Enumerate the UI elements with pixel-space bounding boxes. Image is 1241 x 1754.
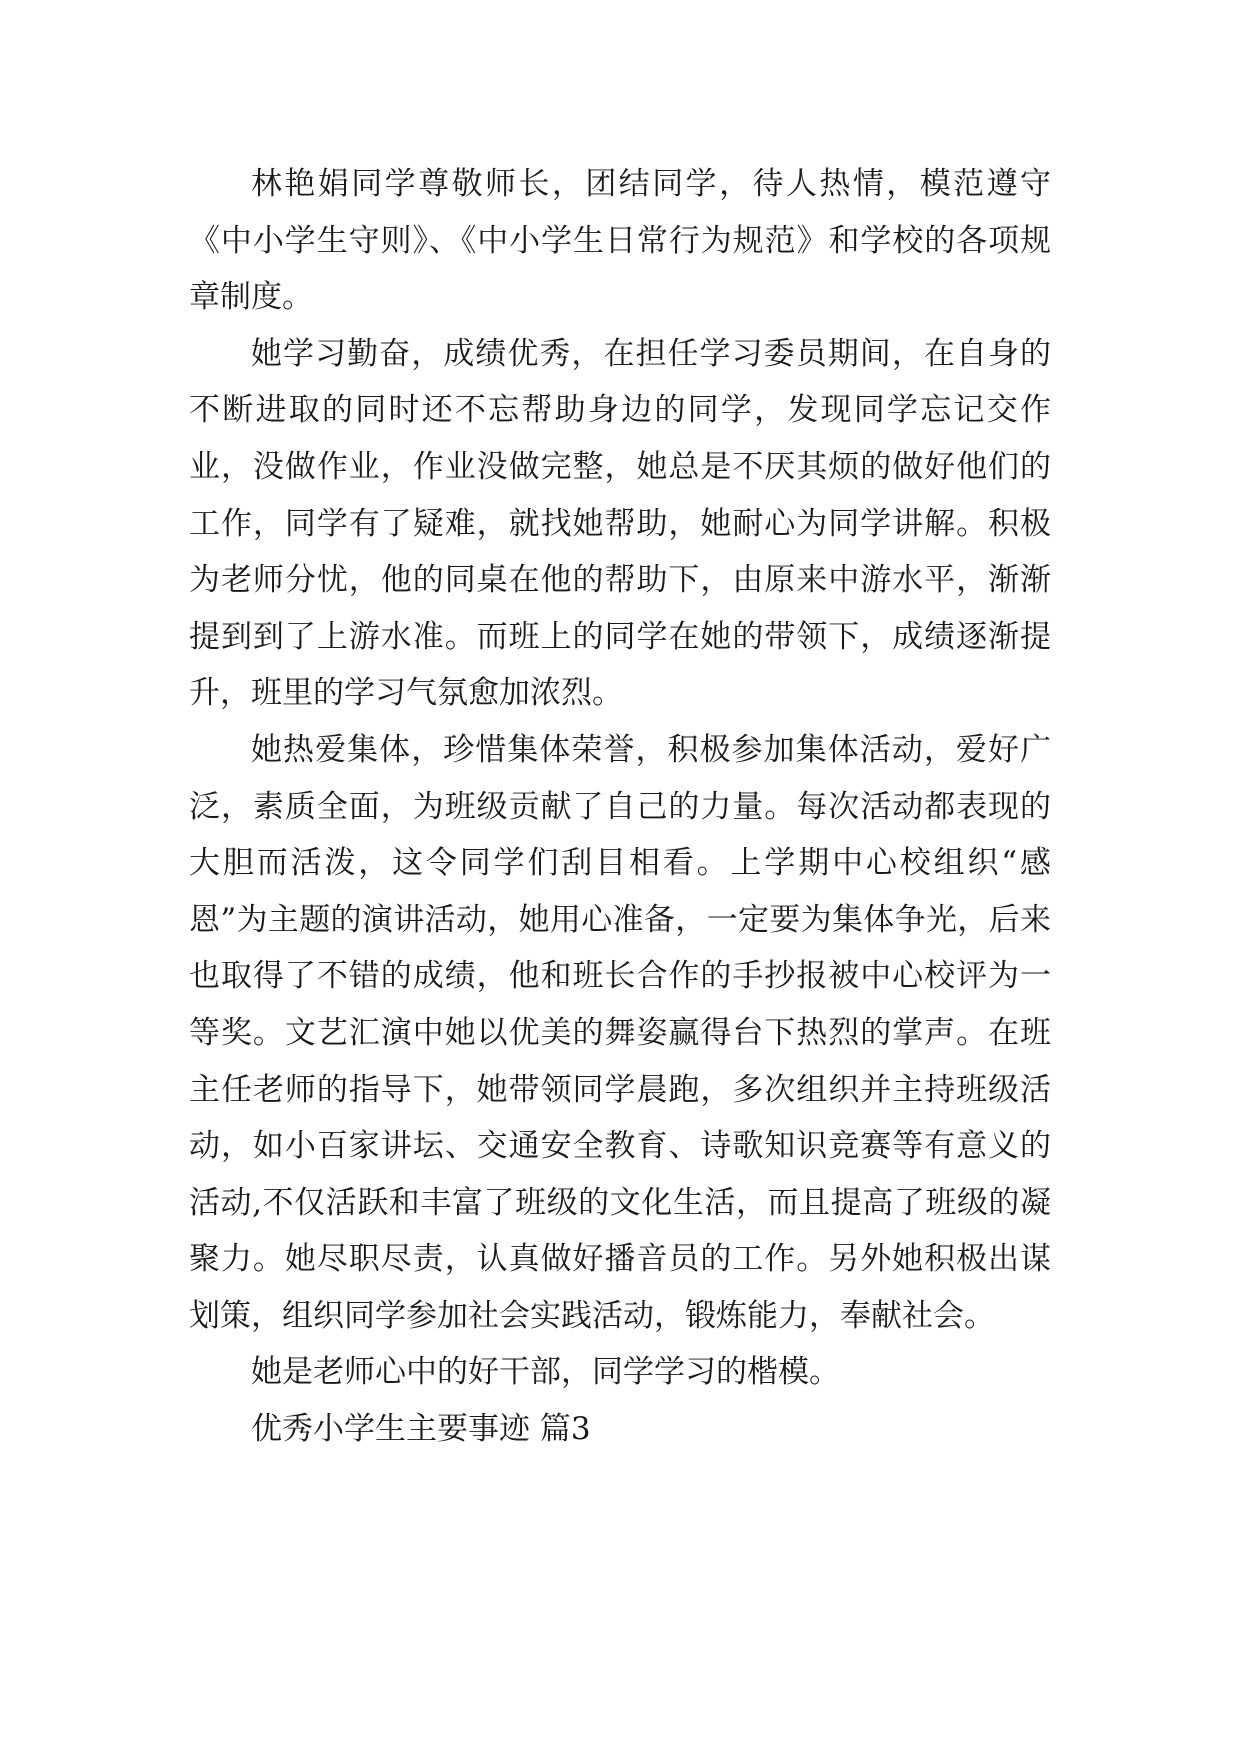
paragraph-conduct: 林艳娟同学尊敬师长，团结同学，待人热情，模范遵守《中小学生守则》、《中小学生日常行为规范》和学校的各项规章制度。 <box>189 166 1051 316</box>
paragraph-study: 她学习勤奋，成绩优秀，在担任学习委员期间，在自身的不断进取的同时还不忘帮助身边的同学，发现同学忘记交作业，没做作业，作业没做完整，她总是不厌其烦的做好他们的工作，同学有了疑难，就找她帮助，她耐心为同学讲解。积极为老师分忧，他的同桌在他的帮助下，由原来中游水平，渐渐提到到了上游水准。而班上的同学在她的带领下，成绩逐渐提升，班里的学习气氛愈加浓烈。 <box>189 335 1051 712</box>
paragraph-summary: 她是老师心中的好干部，同学学习的楷模。 <box>251 1354 840 1391</box>
section-heading: 优秀小学生主要事迹 篇3 <box>251 1411 591 1448</box>
paragraph-collective: 她热爱集体，珍惜集体荣誉，积极参加集体活动，爱好广泛，素质全面，为班级贡献了自己的力量。每次活动都表现的大胆而活泼，这令同学们刮目相看。上学期中心校组织“感恩”为主题的演讲活动，她用心准备，一定要为集体争光，后来也取得了不错的成绩，他和班长合作的手抄报被中心校评为一等奖。文艺汇演中她以优美的舞姿赢得台下热烈的掌声。在班主任老师的指导下，她带领同学晨跑，多次组织并主持班级活动，如小百家讲坛、交通安全教育、诗歌知识竞赛等有意义的活动,不仅活跃和丰富了班级的文化生活，而且提高了班级的凝聚力。她尽职尽责，认真做好播音员的工作。另外她积极出谋划策，组织同学参加社会实践活动，锻炼能力，奉献社会。 <box>189 731 1051 1334</box>
document-body <box>189 156 1051 1458</box>
